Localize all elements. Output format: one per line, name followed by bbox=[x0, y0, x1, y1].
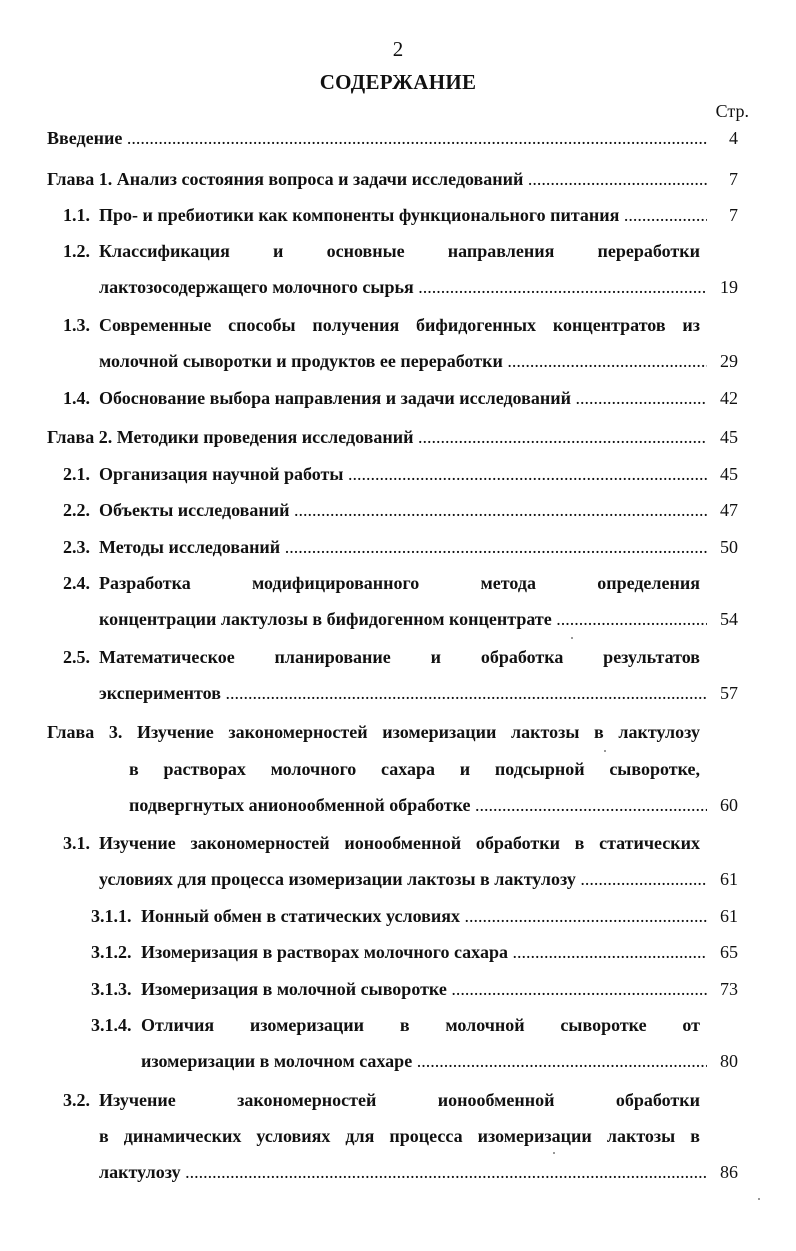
page-title: СОДЕРЖАНИЕ bbox=[319, 70, 477, 94]
scan-speck bbox=[553, 1152, 555, 1154]
toc-entry-text: Объекты исследований ..... bbox=[99, 497, 707, 523]
toc-entry-text: концентрации лактулозы в бифидогенном концентрате ..... bbox=[99, 606, 707, 632]
toc-page-number: 42 bbox=[720, 388, 738, 408]
toc-entry-line: Изучение закономерностей ионообменной обработки в статических bbox=[99, 833, 700, 853]
toc-entry-number: 1.4. bbox=[63, 388, 90, 408]
toc-page-number: 45 bbox=[720, 464, 738, 484]
toc-entry-text: Организация научной работы ..... bbox=[99, 461, 707, 487]
toc-entry-text: Ионный обмен в статических условиях ..... bbox=[141, 903, 707, 929]
toc-page-number: 7 bbox=[729, 169, 738, 189]
toc-page-number: 61 bbox=[720, 869, 738, 889]
toc-entry-line: Математическое планирование и обработка результатов bbox=[99, 647, 700, 667]
toc-entry-text: условиях для процесса изомеризации лактозы в лактулозу ..... bbox=[99, 866, 707, 892]
toc-page-number: 45 bbox=[720, 427, 738, 447]
toc-page-number: 4 bbox=[729, 128, 738, 148]
toc-page-number: 7 bbox=[729, 205, 738, 225]
toc-entry-number: 1.2. bbox=[63, 241, 90, 261]
scan-speck bbox=[604, 750, 606, 752]
toc-page-number: 73 bbox=[720, 979, 738, 999]
scan-speck bbox=[571, 637, 573, 639]
toc-entry-number: 3.1.3. bbox=[91, 979, 132, 999]
toc-entry-number: 3.2. bbox=[63, 1090, 90, 1110]
toc-entry-line: в растворах молочного сахара и подсырной сыворотке, bbox=[129, 759, 700, 779]
toc-entry-number: 3.1.2. bbox=[91, 942, 132, 962]
toc-entry-number: 1.1. bbox=[63, 205, 90, 225]
toc-entry-text: Про- и пребиотики как компоненты функционального питания ..... bbox=[99, 202, 707, 228]
toc-page-number: 61 bbox=[720, 906, 738, 926]
toc-entry-text: Обоснование выбора направления и задачи исследований ..... bbox=[99, 385, 707, 411]
toc-entry-text: Глава 1. Анализ состояния вопроса и задачи исследований ..... bbox=[47, 166, 707, 192]
toc-entry-number: 3.1. bbox=[63, 833, 90, 853]
toc-page-number: 60 bbox=[720, 795, 738, 815]
toc-page-number: 86 bbox=[720, 1162, 738, 1182]
toc-entry-text: Методы исследований ..... bbox=[99, 534, 707, 560]
toc-entry-text: Изомеризация в растворах молочного сахара ..... bbox=[141, 939, 707, 965]
toc-entry-number: 2.3. bbox=[63, 537, 90, 557]
toc-entry-line: Глава 3. Изучение закономерностей изомеризации лактозы в лактулозу bbox=[47, 722, 700, 742]
toc-entry-number: 2.1. bbox=[63, 464, 90, 484]
toc-entry-number: 1.3. bbox=[63, 315, 90, 335]
toc-page-number: 65 bbox=[720, 942, 738, 962]
toc-page-number: 50 bbox=[720, 537, 738, 557]
toc-page-number: 80 bbox=[720, 1051, 738, 1071]
toc-entry-line: Отличия изомеризации в молочной сыворотке от bbox=[141, 1015, 700, 1035]
toc-entry-text: молочной сыворотки и продуктов ее переработки ..... bbox=[99, 348, 707, 374]
toc-entry-number: 3.1.4. bbox=[91, 1015, 132, 1035]
page-column-header: Стр. bbox=[715, 101, 749, 121]
toc-entry-number: 2.2. bbox=[63, 500, 90, 520]
toc-entry-text: Изомеризация в молочной сыворотке ..... bbox=[141, 976, 707, 1002]
toc-entry-line: Изучение закономерностей ионообменной обработки bbox=[99, 1090, 700, 1110]
toc-entry-text: лактозосодержащего молочного сырья ..... bbox=[99, 274, 707, 300]
scan-speck bbox=[758, 1198, 760, 1200]
toc-page-number: 47 bbox=[720, 500, 738, 520]
page-number: 2 bbox=[392, 37, 404, 61]
toc-entry-text: подвергнутых анионообменной обработке ..... bbox=[129, 792, 707, 818]
toc-entry-line: Классификация и основные направления переработки bbox=[99, 241, 700, 261]
toc-page-number: 19 bbox=[720, 277, 738, 297]
toc-page-number: 57 bbox=[720, 683, 738, 703]
toc-entry-text: экспериментов ..... bbox=[99, 680, 707, 706]
toc-entry-number: 2.5. bbox=[63, 647, 90, 667]
toc-entry-text: Глава 2. Методики проведения исследований ..... bbox=[47, 424, 707, 450]
toc-entry-line: Разработка модифицированного метода определения bbox=[99, 573, 700, 593]
toc-entry-line: Современные способы получения бифидогенных концентратов из bbox=[99, 315, 700, 335]
toc-entry-number: 3.1.1. bbox=[91, 906, 132, 926]
toc-entry-text: лактулозу ..... bbox=[99, 1159, 707, 1185]
toc-page-number: 54 bbox=[720, 609, 738, 629]
toc-page-number: 29 bbox=[720, 351, 738, 371]
toc-entry-number: 2.4. bbox=[63, 573, 90, 593]
toc-entry-line: в динамических условиях для процесса изомеризации лактозы в bbox=[99, 1126, 700, 1146]
toc-entry-text: изомеризации в молочном сахаре ..... bbox=[141, 1048, 707, 1074]
toc-entry-text: Введение ..... bbox=[47, 125, 707, 151]
